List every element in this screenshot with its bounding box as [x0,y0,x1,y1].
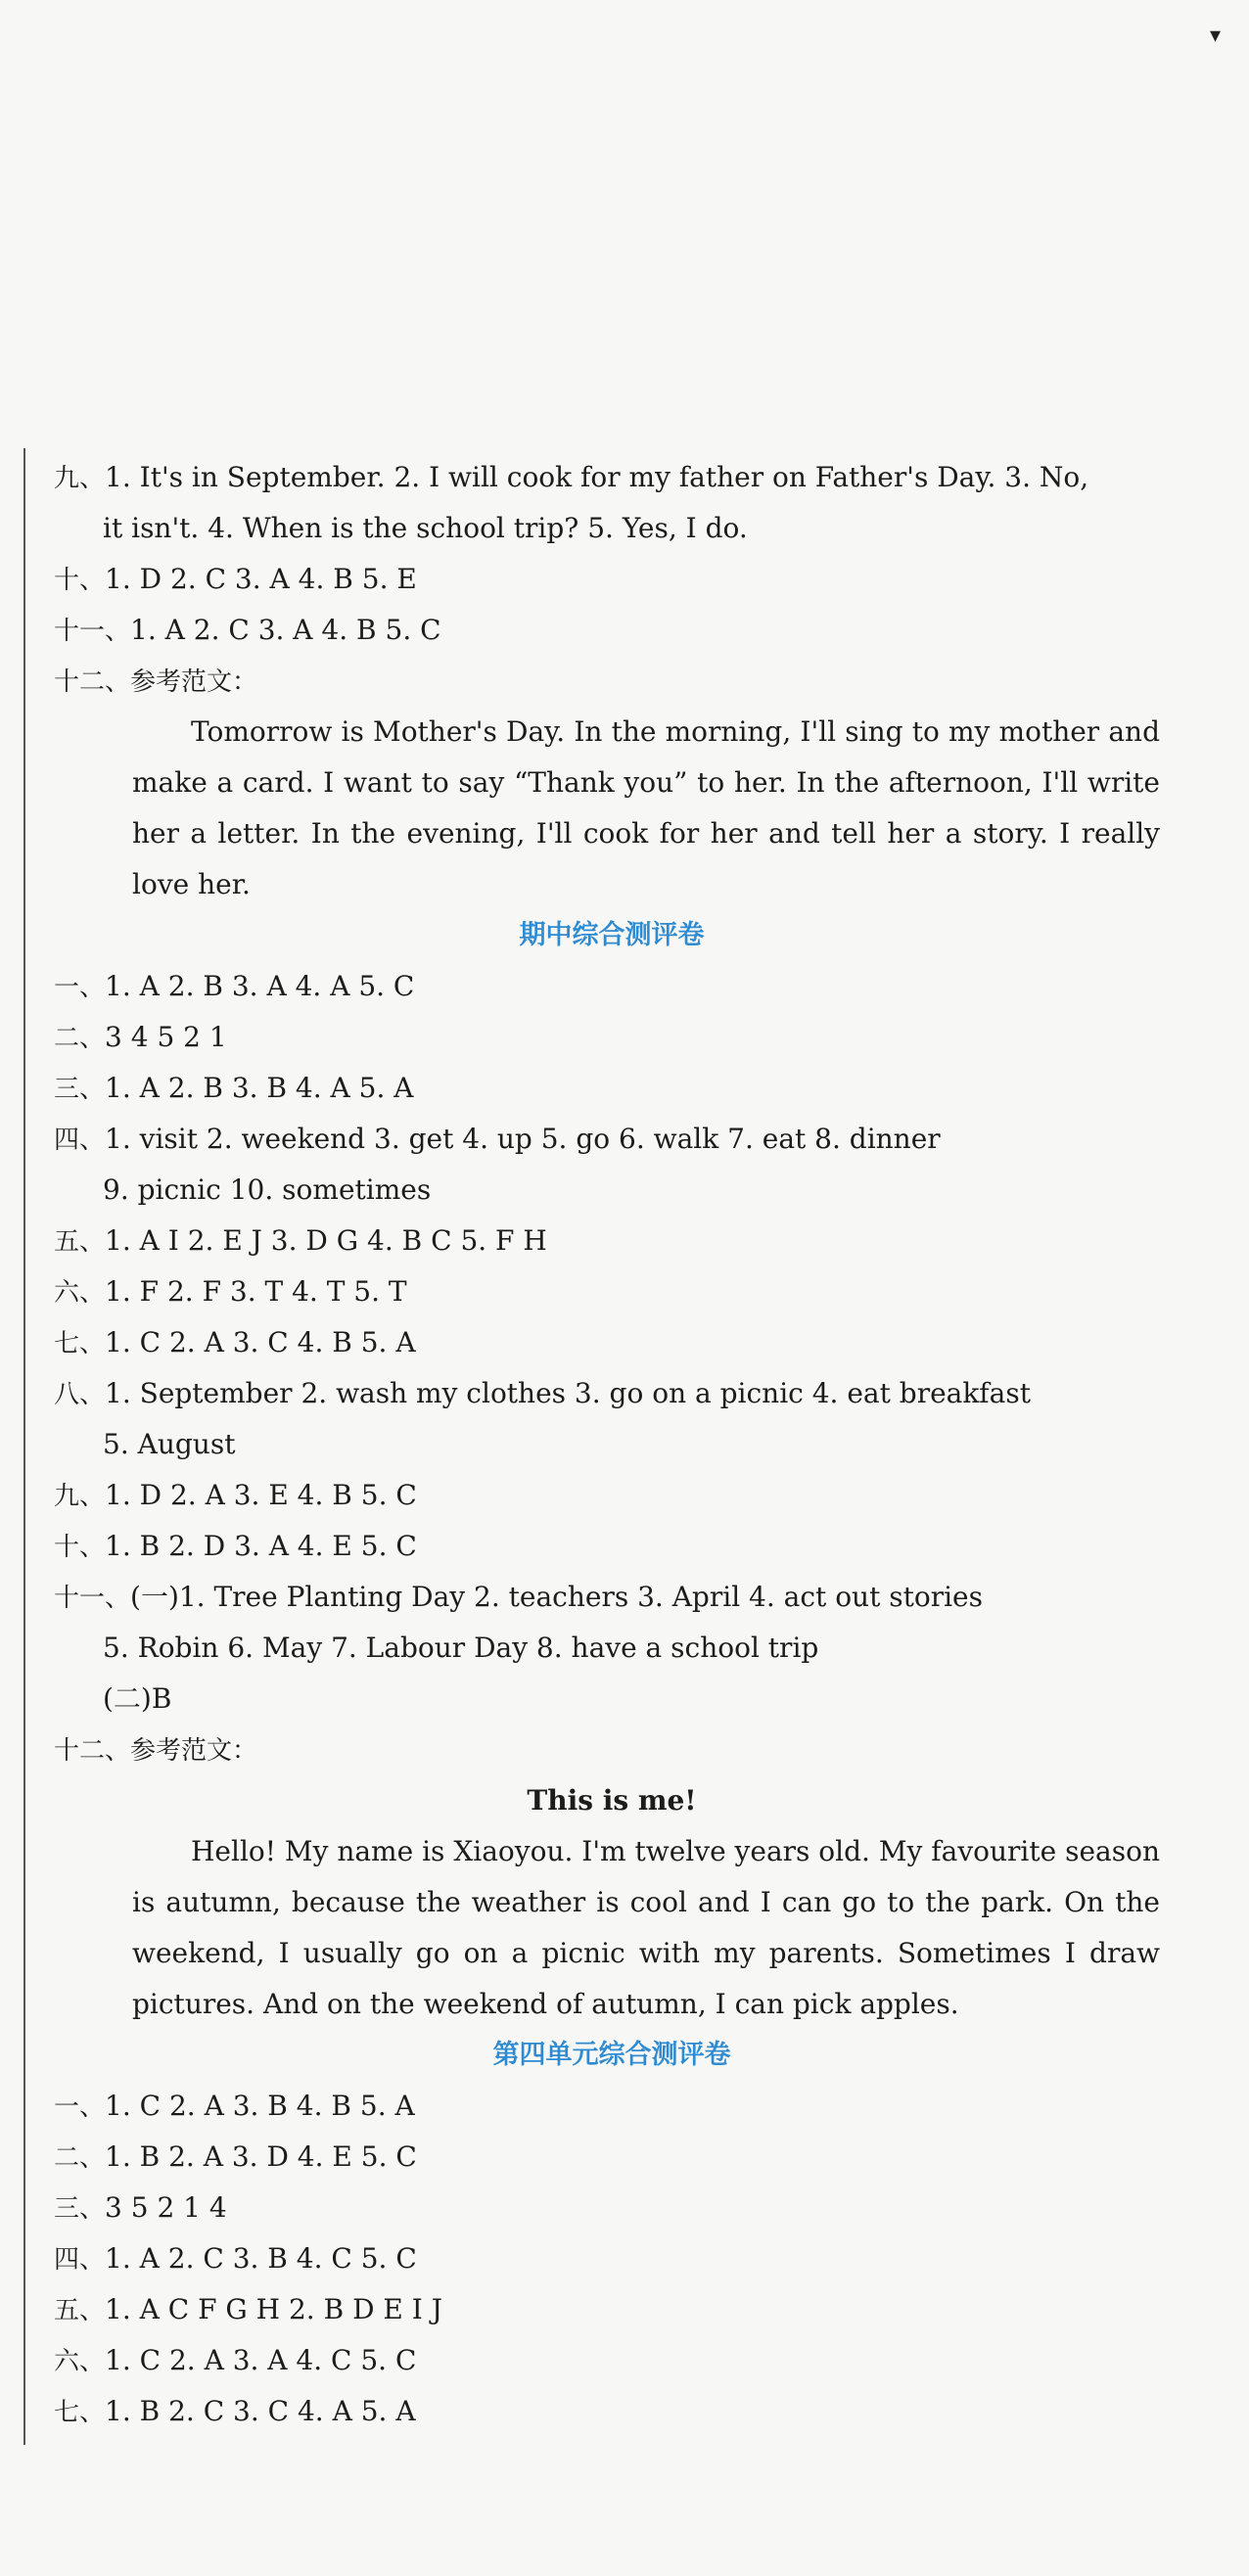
answer-text: 3 5 2 1 4 [105,2191,227,2224]
answer-line [54,2335,1170,2386]
answer-text: 1. D 2. C 3. A 4. B 5. E [105,563,417,595]
answer-text: 1. It's in September. 2. I will cook for my father on Father's Day. 3. No, [105,461,1089,493]
answer-text: 1. B 2. D 3. A 4. E 5. C [105,1530,417,1562]
question-label: 五、 [54,2296,106,2325]
question-label: 十、 [54,1533,106,1562]
answer-text: 1. C 2. A 3. A 4. C 5. C [105,2344,417,2376]
answer-line [54,2233,1170,2284]
answer-text: 1. B 2. C 3. C 4. A 5. A [105,2395,416,2427]
question-label: 十一、 [54,1584,131,1613]
answer-text: 1. September 2. wash my clothes 3. go on a picnic 4. eat breakfast [105,1377,1031,1409]
midterm-answers [54,961,1170,1725]
answer-text: (二)B [103,1682,172,1715]
essay-title: This is me! [527,1784,697,1817]
answer-line [54,2081,1170,2132]
answer-text: 5. August [103,1428,236,1460]
answer-line [54,1114,1170,1165]
question-label: 一、 [54,2093,106,2122]
answer-line [54,1063,1170,1114]
answer-text: 1. B 2. A 3. D 4. E 5. C [105,2140,417,2173]
answer-text: 1. C 2. A 3. C 4. B 5. A [105,1326,416,1358]
corner-mark: ▾ [1210,23,1222,48]
answer-text: 1. D 2. A 3. E 4. B 5. C [105,1479,417,1511]
question-label: 六、 [54,1278,106,1308]
question-label: 八、 [54,1380,106,1409]
answer-line [54,1521,1170,1572]
answer-line [54,1216,1170,1266]
answer-line-10 [54,554,1170,605]
question-label: 五、 [54,1227,106,1257]
answer-line-11 [54,605,1170,656]
answer-text: 1. A 2. B 3. B 4. A 5. A [105,1072,414,1104]
answer-text: 1. A 2. B 3. A 4. A 5. C [105,970,415,1002]
answer-line [54,1368,1170,1419]
answer-text: 1. A 2. C 3. A 4. B 5. C [130,614,441,646]
answer-line [54,1674,1170,1725]
question-label: 九、 [54,1482,106,1511]
answer-line [54,2386,1170,2437]
answer-line [54,1266,1170,1317]
answer-text: it isn't. 4. When is the school trip? 5. Yes, I do. [103,512,748,544]
answer-text: 9. picnic 10. sometimes [103,1173,432,1206]
answer-text: 5. Robin 6. May 7. Labour Day 8. have a school trip [103,1632,819,1664]
essay-text: Tomorrow is Mother's Day. In the morning, I'll sing to my mother and make a card. I want to say “Thank you” to her. In the afternoon, I'll write her a letter. In the evening, I'll cook for her and tell her a story. I really love her. [132,715,1160,900]
question-label: 四、 [54,2245,106,2275]
answer-line [54,961,1170,1012]
answer-text: (一)1. Tree Planting Day 2. teachers 3. April 4. act out stories [130,1581,983,1613]
answer-text: 1. visit 2. weekend 3. get 4. up 5. go 6. walk 7. eat 8. dinner [105,1123,941,1155]
answer-line-12 [54,656,1170,707]
answer-line [54,1165,1170,1216]
question-label: 一、 [54,973,106,1002]
question-label: 七、 [54,2398,106,2427]
question-label: 二、 [54,1024,106,1053]
model-essay [54,1826,1160,2030]
answer-text: 1. F 2. F 3. T 4. T 5. T [105,1275,407,1308]
answer-line [54,1012,1170,1063]
answer-line [54,1470,1170,1521]
answer-line-essay [54,1725,1170,1775]
answer-content [54,452,1170,2437]
answer-line [54,1623,1170,1674]
margin-line [23,448,25,2445]
section-heading-midterm: 期中综合测评卷 [519,920,705,950]
question-label: 七、 [54,1329,106,1358]
answer-line [54,2183,1170,2233]
question-label: 三、 [54,2194,106,2224]
question-label: 九、 [54,464,106,493]
model-essay [54,707,1160,910]
answer-line [54,2132,1170,2183]
answer-text: 1. A 2. C 3. B 4. C 5. C [105,2242,417,2275]
question-label: 十、 [54,566,106,595]
answer-line-9 [54,452,1170,503]
unit4-answers [54,2081,1170,2437]
answer-text: 1. A I 2. E J 3. D G 4. B C 5. F H [105,1224,547,1257]
answer-line [54,2284,1170,2335]
question-label: 三、 [54,1075,106,1104]
answer-line [54,1419,1170,1470]
question-label: 二、 [54,2143,106,2173]
question-label: 六、 [54,2347,106,2376]
answer-line [54,1317,1170,1368]
answer-line-9-cont [54,503,1170,554]
answer-text: 3 4 5 2 1 [105,1021,227,1053]
question-label: 四、 [54,1126,106,1155]
section-heading-unit4: 第四单元综合测评卷 [492,2040,731,2070]
essay-text: Hello! My name is Xiaoyou. I'm twelve years old. My favourite season is autumn, because the weather is cool and I can go to the park. On the weekend, I usually go on a picnic with my parents. Sometimes I draw pictures. And on the weekend of autumn, I can pick apples. [132,1835,1160,2020]
answer-text: 1. A C F G H 2. B D E I J [105,2293,442,2325]
answer-text: 1. C 2. A 3. B 4. B 5. A [105,2090,415,2122]
question-label: 十二、参考范文： [54,667,258,697]
answer-line [54,1572,1170,1623]
question-label: 十一、 [54,617,131,646]
question-label: 十二、参考范文： [54,1736,258,1766]
